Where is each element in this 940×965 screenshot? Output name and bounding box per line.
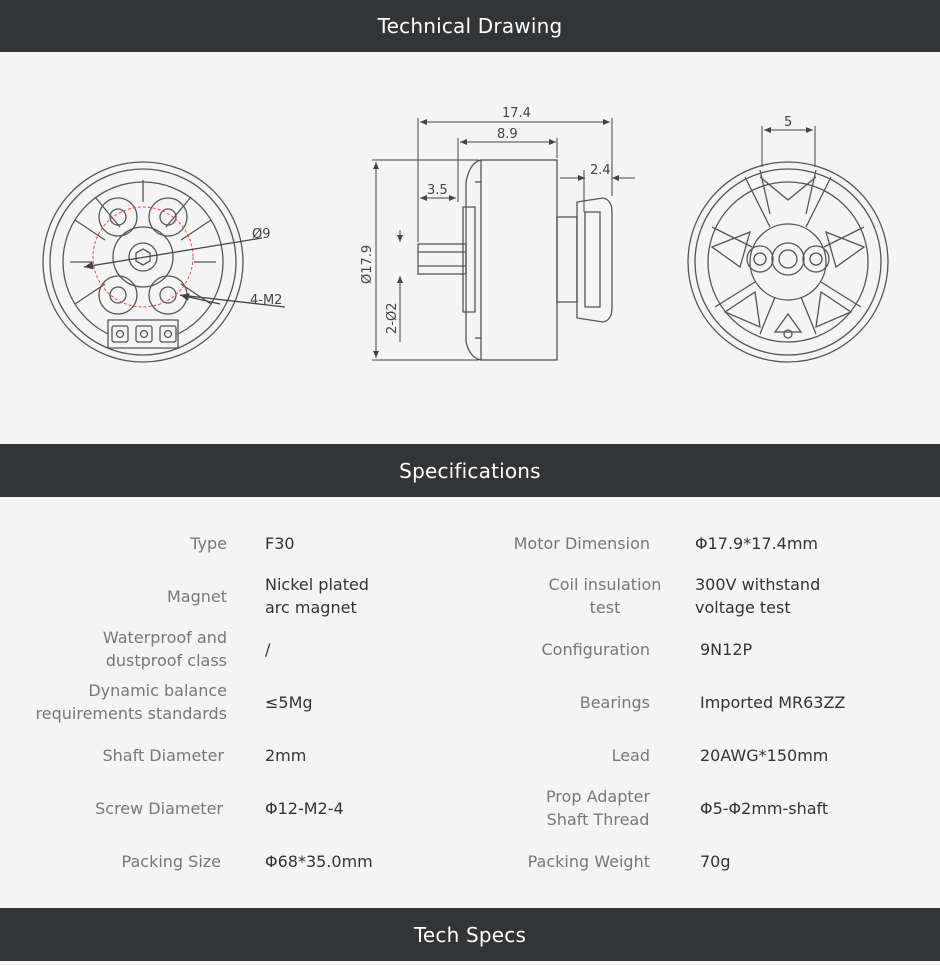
spec-value: 20AWG*150mm (700, 745, 829, 765)
spec-label: Coil insulation test (548, 575, 662, 617)
spec-label: Dynamic balance requirements standards (35, 681, 227, 723)
section-title: Tech Specs (413, 922, 527, 947)
spec-label: Shaft Diameter (102, 745, 224, 765)
spec-value: 9N12P (700, 639, 753, 659)
spec-label: Screw Diameter (95, 798, 223, 818)
width-5-label: 5 (784, 115, 793, 130)
screws-4m2-label: 4-M2 (250, 293, 283, 308)
shaft-2-d2-label: 2-Ø2 (385, 302, 400, 334)
front-view (43, 162, 285, 362)
technical-drawing (0, 52, 940, 444)
technical-drawing-header (0, 0, 940, 52)
diameter-17-9-label: Ø17.9 (360, 244, 375, 284)
diameter-9-label: Ø9 (252, 227, 271, 242)
adapter-2-4-label: 2.4 (590, 163, 611, 178)
spec-label: Bearings (579, 692, 650, 712)
spec-label: Packing Weight (527, 851, 650, 871)
spec-value: Imported MR63ZZ (700, 692, 846, 712)
spec-value: ≤5Mg (265, 692, 313, 712)
spec-row (0, 624, 940, 674)
length-17-4-label: 17.4 (502, 106, 531, 121)
spec-row (0, 783, 940, 833)
spec-value: 70g (700, 851, 731, 871)
spec-label: Prop Adapter Shaft Thread (545, 787, 651, 829)
spec-value: Φ17.9*17.4mm (695, 533, 819, 553)
spec-value: Φ68*35.0mm (265, 851, 373, 871)
spec-value: F30 (265, 533, 295, 553)
spec-label: Magnet (166, 586, 227, 606)
spec-label: Type (190, 533, 227, 553)
spec-row (0, 571, 940, 621)
tech-specs-header (0, 908, 940, 961)
specifications-table (0, 497, 940, 908)
spec-row (0, 730, 940, 780)
spec-label: Motor Dimension (513, 533, 650, 553)
spec-label: Lead (611, 745, 650, 765)
motor-drawing-svg (0, 52, 940, 444)
spec-value: 2mm (265, 745, 307, 765)
spec-value: Nickel plated arc magnet (265, 575, 369, 617)
specifications-header (0, 444, 940, 497)
shaft-3-5-label: 3.5 (427, 183, 448, 198)
spec-label: Waterproof and dustproof class (102, 628, 227, 670)
spec-label: Configuration (541, 639, 650, 659)
spec-value: Φ12-M2-4 (265, 798, 344, 818)
back-view (688, 162, 888, 362)
spec-row (0, 518, 940, 568)
spec-value: / (265, 639, 271, 659)
spec-label: Packing Size (121, 851, 221, 871)
spec-row (0, 677, 940, 727)
spec-row (0, 836, 940, 886)
section-title: Technical Drawing (377, 14, 563, 38)
spec-value: Φ5-Φ2mm-shaft (700, 798, 829, 818)
spec-value: 300V withstand voltage test (695, 575, 821, 617)
section-title: Specifications (399, 458, 541, 483)
body-8-9-label: 8.9 (497, 127, 518, 142)
